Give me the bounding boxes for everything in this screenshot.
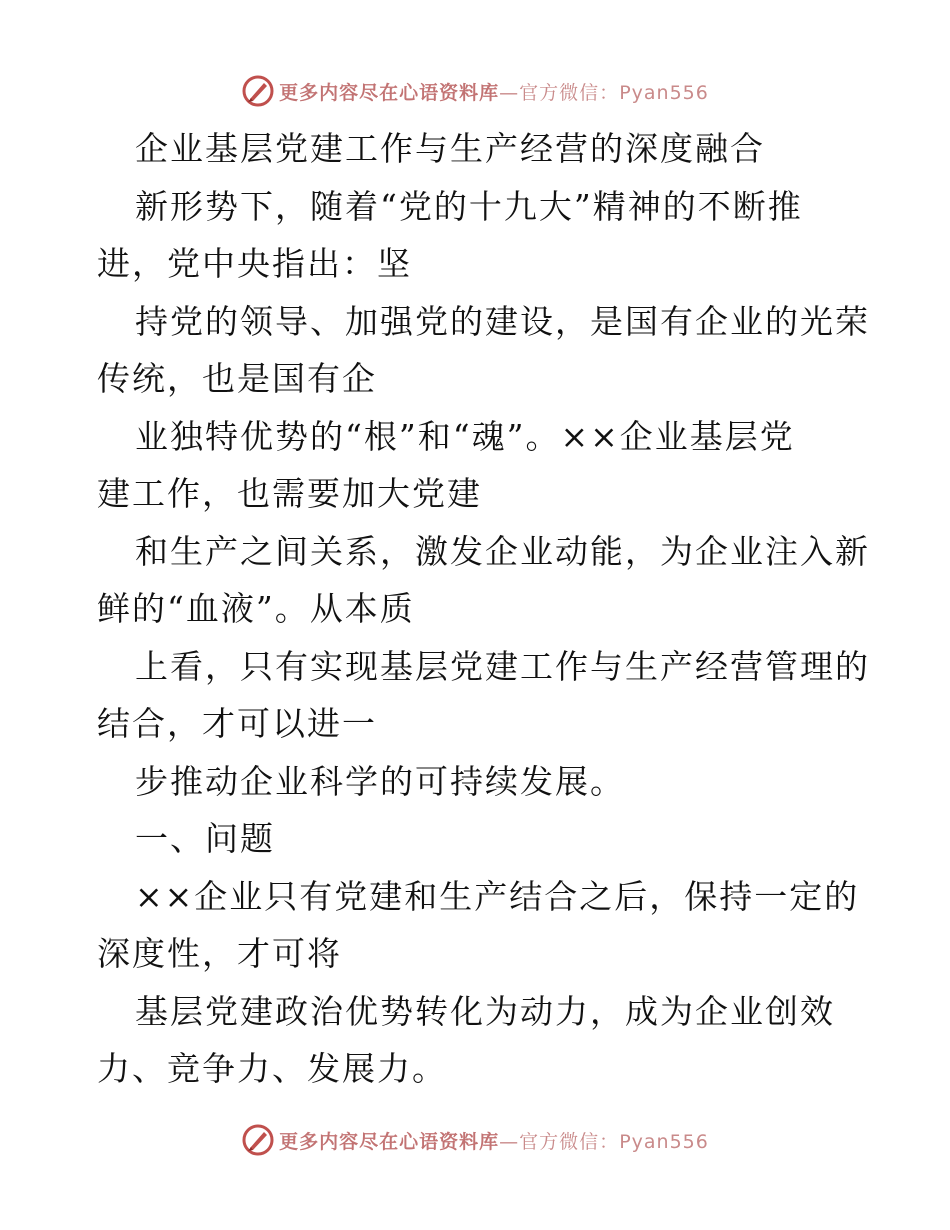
paragraph-line: 新形势下，随着“党的十九大”精神的不断推 (135, 186, 803, 226)
banner-text (279, 1127, 709, 1154)
document-body (97, 120, 870, 1098)
paragraph-line: 上看，只有实现基层党建工作与生产经营管理的 (135, 646, 870, 686)
paragraph-line: 结合，才可以进一 (97, 704, 377, 743)
paragraph-line: ××企业只有党建和生产结合之后，保持一定的 (135, 876, 860, 916)
banner-site-text: 更多内容尽在心语资料库 (279, 81, 500, 104)
header-banner (0, 71, 950, 111)
section-heading: 一、问题 (135, 819, 275, 858)
paragraph-line: 步推动企业科学的可持续发展。 (135, 761, 625, 801)
banner-site-text: 更多内容尽在心语资料库 (279, 1130, 500, 1153)
document-title: 企业基层党建工作与生产经营的深度融合 (135, 129, 765, 168)
banner-contact-label: 官方微信： (519, 1130, 620, 1153)
banner-contact-value: Pyan556 (619, 81, 709, 104)
paragraph-line: 力、竞争力、发展力。 (97, 1049, 447, 1088)
paragraph-line: 业独特优势的“根”和“魂”。××企业基层党 (135, 416, 795, 456)
paragraph-line: 鲜的“血液”。从本质 (97, 589, 415, 628)
pen-logo-icon (241, 74, 275, 108)
paragraph-line: 进，党中央指出：坚 (97, 244, 412, 283)
footer-banner (0, 1120, 950, 1160)
paragraph-line: 传统，也是国有企 (97, 359, 377, 398)
paragraph-line: 建工作，也需要加大党建 (97, 474, 482, 513)
banner-contact-label: 官方微信： (519, 81, 620, 104)
banner-separator: — (499, 1130, 520, 1153)
paragraph-line: 持党的领导、加强党的建设，是国有企业的光荣 (135, 301, 870, 341)
banner-separator: — (499, 81, 520, 104)
paragraph-line: 深度性，才可将 (97, 934, 342, 973)
banner-contact-value: Pyan556 (619, 1130, 709, 1153)
pen-logo-icon (241, 1123, 275, 1157)
banner-text (279, 78, 709, 105)
paragraph-line: 和生产之间关系，激发企业动能，为企业注入新 (135, 531, 870, 571)
paragraph-line: 基层党建政治优势转化为动力，成为企业创效 (135, 991, 835, 1031)
